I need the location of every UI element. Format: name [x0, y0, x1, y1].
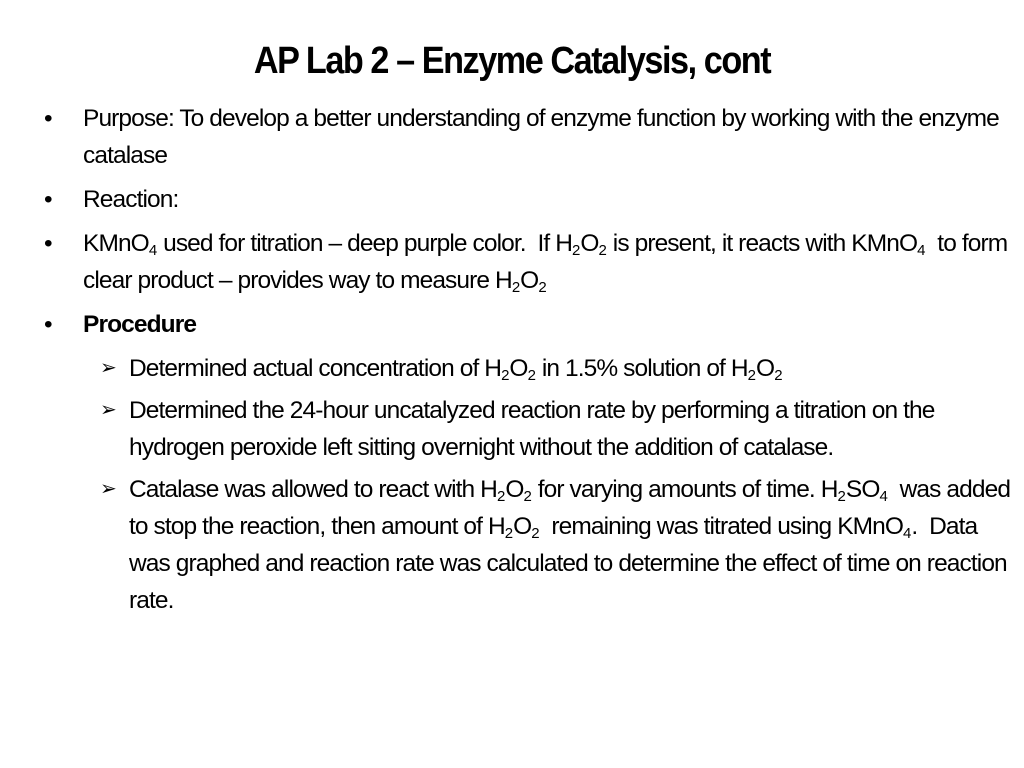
- slide-title: AP Lab 2 – Enzyme Catalysis, cont: [253, 40, 771, 82]
- arrow-bullet-icon: ➢: [100, 357, 116, 379]
- h2o2-formula: $H_2O_2$: [480, 476, 532, 505]
- arrow-bullet-icon: ➢: [100, 399, 116, 421]
- kmno4-text-1: used for titration – deep purple color. If: [157, 230, 556, 257]
- bullet-icon: •: [44, 105, 52, 132]
- h2o2-formula: $H_2O_2$: [487, 513, 540, 542]
- purpose-text: Purpose: To develop a better understanding of enzyme function by working with the enzyme catalase: [83, 105, 999, 169]
- kmno4-formula: KMnO$_4$: [837, 513, 912, 542]
- kmno4-text-3: to form clear product – provides way to measure: [83, 230, 1008, 294]
- subitem-actual-concentration: [44, 350, 1019, 387]
- kmno4-formula: KMnO$_4$: [851, 230, 926, 259]
- uncatalyzed-text: Determined the 24-hour uncatalyzed reaction rate by performing a titration on the hydrogen peroxide left sitting overnight without the addition of catalase.: [129, 397, 935, 461]
- bullet-icon: •: [44, 186, 52, 213]
- reaction-text: Reaction:: [83, 186, 179, 213]
- kmno4-text-2: is present, it reacts with: [606, 230, 852, 257]
- bullet-purpose: [44, 100, 1019, 174]
- h2o2-formula: $H_2O_2$: [495, 267, 547, 296]
- bullet-icon: •: [44, 230, 52, 257]
- kmno4-formula: KMnO$_4$: [83, 230, 158, 259]
- catalase-text-2: for varying amounts of time.: [531, 476, 821, 503]
- bullet-procedure: [44, 306, 1019, 343]
- h2o2-formula: $H_2O_2$: [730, 355, 783, 384]
- catalase-text-4: remaining was titrated using: [539, 513, 838, 540]
- arrow-bullet-icon: ➢: [100, 478, 116, 500]
- h2o2-formula: $H_2O_2$: [555, 230, 607, 259]
- bullet-reaction: [44, 181, 1019, 218]
- bullet-icon: •: [44, 311, 52, 338]
- h2so4-formula: $H_2SO_4$: [820, 476, 888, 505]
- subitem-uncatalyzed-rate: [44, 392, 1019, 466]
- actual-text-2: in 1.5% solution of: [535, 355, 731, 382]
- subitem-catalase-reaction: [44, 471, 1019, 619]
- catalase-text-5: . Data was graphed and reaction rate was calculated to determine the effect of time on reaction rate.: [129, 513, 1007, 614]
- slide-body: [44, 100, 1019, 624]
- catalase-text-3: was added to stop the reaction, then amount of: [129, 476, 1011, 540]
- catalase-text-1: Catalase was allowed to react with: [129, 476, 481, 503]
- bullet-kmno4: [44, 225, 1019, 299]
- h2o2-formula: $H_2O_2$: [484, 355, 536, 384]
- actual-text-1: Determined actual concentration of: [129, 355, 485, 382]
- procedure-heading: Procedure: [83, 311, 197, 338]
